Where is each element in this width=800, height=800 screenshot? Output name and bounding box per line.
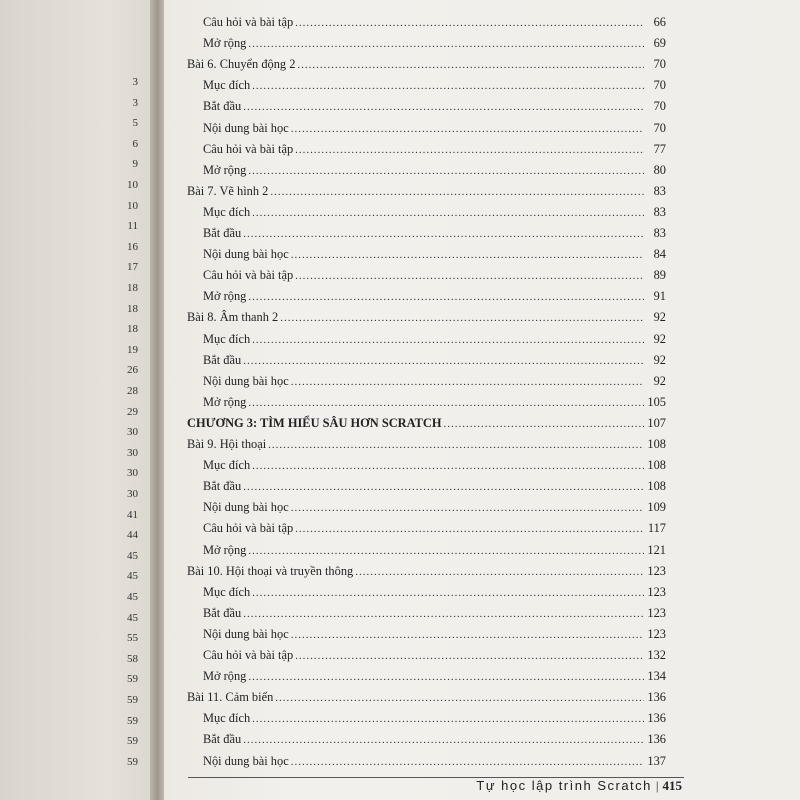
toc-entry-label: Mở rộng	[203, 162, 247, 177]
toc-entry-label: Bắt đầu	[203, 352, 242, 367]
left-page-number: 30	[127, 467, 138, 480]
toc-entry-page: 83	[653, 204, 666, 219]
left-page-number: 45	[127, 611, 138, 624]
left-page-number: 59	[127, 694, 138, 706]
left-page-number: 17	[127, 261, 138, 274]
toc-lesson-row	[187, 434, 666, 455]
toc-entry-page: 134	[647, 669, 666, 684]
left-page-number: 10	[127, 199, 138, 212]
dot-leader	[291, 625, 644, 646]
dot-leader	[291, 119, 644, 140]
dot-leader	[248, 161, 644, 182]
dot-leader	[252, 203, 644, 224]
toc-entry-label: Mục đích	[203, 458, 251, 473]
toc-entry-page: 136	[647, 690, 666, 705]
toc-subsection-row	[203, 244, 666, 265]
toc-subsection-row	[203, 139, 666, 160]
toc-entry-label: Nội dung bài học	[203, 373, 289, 388]
toc-lesson-row	[187, 687, 666, 708]
toc-subsection-row	[203, 286, 666, 307]
dot-leader	[280, 308, 644, 329]
dot-leader	[270, 182, 644, 203]
toc-subsection-row	[203, 33, 666, 54]
left-page-number: 41	[127, 508, 138, 521]
dot-leader	[291, 752, 644, 773]
toc-subsection-row	[203, 392, 666, 413]
toc-entry-page: 91	[653, 289, 666, 304]
toc-subsection-row	[203, 329, 666, 350]
dot-leader	[275, 688, 644, 709]
toc-entry-page: 136	[647, 711, 666, 726]
toc-entry-label: Bài 7. Vẽ hình 2	[187, 183, 269, 198]
toc-subsection-row	[203, 497, 666, 518]
toc-subsection-row	[203, 96, 666, 117]
left-page-number: 28	[127, 385, 138, 397]
toc-entry-page: 117	[647, 521, 666, 536]
dot-leader	[248, 34, 644, 55]
toc-entry-label: Bắt đầu	[203, 99, 242, 114]
toc-subsection-row	[203, 12, 666, 33]
left-page-number: 59	[127, 673, 138, 686]
toc-entry-page: 77	[653, 141, 666, 156]
dot-leader	[295, 266, 644, 287]
toc-entry-label: Mục đích	[203, 78, 251, 93]
left-page-number: 5	[132, 117, 138, 130]
toc-entry-label: Nội dung bài học	[203, 120, 289, 135]
left-page-number: 59	[127, 714, 138, 727]
toc-subsection-row	[203, 729, 666, 750]
left-page-number: 45	[127, 591, 138, 603]
toc-entry-page: 123	[647, 605, 666, 620]
left-page-number: 3	[132, 76, 138, 88]
toc-entry-label: Bài 8. Âm thanh 2	[187, 310, 279, 325]
toc-entry-label: Bắt đầu	[203, 226, 242, 240]
dot-leader	[243, 224, 644, 245]
toc-entry-page: 66	[653, 15, 666, 29]
dot-leader	[291, 498, 644, 519]
toc-entry-label: Nội dung bài học	[203, 626, 289, 641]
toc-entry-label: Nội dung bài học	[203, 753, 289, 768]
left-page-number: 55	[127, 632, 138, 645]
toc-entry-label: Mở rộng	[203, 542, 247, 557]
toc-entry-page: 83	[653, 183, 666, 198]
footer-book-title: Tự học lập trình Scratch	[476, 778, 652, 793]
dot-leader	[248, 287, 644, 308]
toc-lesson-row	[187, 181, 666, 202]
page-footer	[476, 778, 682, 794]
dot-leader	[291, 245, 644, 266]
toc-subsection-row	[203, 751, 666, 772]
toc-entry-page: 70	[653, 78, 666, 93]
left-page-number: 18	[127, 323, 138, 336]
dot-leader	[248, 541, 644, 562]
toc-entry-page: 84	[653, 247, 666, 262]
dot-leader	[243, 351, 644, 372]
toc-chapter-row	[187, 413, 666, 434]
toc-entry-page: 137	[647, 753, 666, 768]
toc-subsection-row	[203, 202, 666, 223]
dot-leader	[355, 562, 644, 583]
left-page-number: 59	[127, 755, 138, 768]
toc-entry-label: Bắt đầu	[203, 732, 242, 747]
dot-leader	[252, 456, 644, 477]
toc-subsection-row	[203, 223, 666, 244]
toc-lesson-row	[187, 307, 666, 328]
toc-entry-label: Mở rộng	[203, 36, 247, 51]
toc-entry-label: Câu hỏi và bài tập	[203, 521, 294, 536]
dot-leader	[243, 477, 644, 498]
toc-entry-label: Bắt đầu	[203, 479, 242, 494]
dot-leader	[295, 646, 644, 667]
left-page-number: 9	[132, 158, 138, 171]
dot-leader	[444, 414, 645, 435]
toc-entry-label: Câu hỏi và bài tập	[203, 648, 294, 662]
toc-entry-label: Bài 9. Hội thoại	[187, 437, 267, 451]
toc-entry-label: Mục đích	[203, 584, 251, 599]
toc-subsection-row	[203, 118, 666, 139]
dot-leader	[268, 435, 644, 456]
footer-separator: |	[655, 778, 659, 793]
left-page-number: 58	[127, 652, 138, 665]
left-page-number: 18	[127, 302, 138, 315]
toc-entry-page: 70	[653, 99, 666, 114]
toc-entry-label: Câu hỏi và bài tập	[203, 268, 294, 283]
toc-entry-label: Mục đích	[203, 331, 251, 346]
dot-leader	[252, 76, 644, 97]
toc-entry-label: Câu hỏi và bài tập	[203, 141, 294, 156]
toc-entry-label: Mở rộng	[203, 669, 247, 684]
left-page-number: 3	[132, 96, 138, 109]
toc-entry-label: Mở rộng	[203, 394, 247, 409]
left-page	[0, 0, 152, 800]
toc-subsection-row	[203, 666, 666, 687]
dot-leader	[295, 140, 644, 161]
toc-entry-page: 136	[647, 732, 666, 747]
toc-lesson-row	[187, 54, 666, 75]
toc-subsection-row	[203, 518, 666, 539]
toc-entry-page: 92	[653, 331, 666, 346]
dot-leader	[243, 97, 644, 118]
left-page-number: 59	[127, 735, 138, 748]
toc-subsection-row	[203, 540, 666, 561]
toc-entry-label: Mục đích	[203, 711, 251, 726]
left-page-number: 10	[127, 179, 138, 191]
toc-entry-label: Nội dung bài học	[203, 500, 289, 515]
toc-entry-page: 132	[647, 648, 666, 662]
dot-leader	[243, 604, 644, 625]
toc-subsection-row	[203, 265, 666, 286]
toc-subsection-row	[203, 75, 666, 96]
left-page-number: 19	[127, 343, 138, 356]
toc-entry-label: Bài 10. Hội thoại và truyền thông	[187, 563, 354, 578]
toc-entry-page: 108	[647, 458, 666, 473]
toc-subsection-row	[203, 603, 666, 624]
left-page-number: 30	[127, 426, 138, 439]
footer-page-number: 415	[662, 778, 682, 793]
toc-entry-label: Mở rộng	[203, 289, 247, 304]
toc-entry-page: 92	[653, 352, 666, 367]
toc-entry-page: 92	[653, 373, 666, 388]
toc-entry-page: 69	[653, 36, 666, 51]
left-page-number: 30	[127, 488, 138, 500]
left-page-number: 30	[127, 446, 138, 459]
toc-entry-page: 107	[647, 415, 666, 430]
toc-entry-page: 123	[647, 584, 666, 599]
toc-entry-label: Bắt đầu	[203, 605, 242, 620]
dot-leader	[252, 709, 644, 730]
dot-leader	[248, 667, 644, 688]
dot-leader	[252, 330, 644, 351]
toc-entry-page: 89	[653, 268, 666, 283]
toc-lesson-row	[187, 561, 666, 582]
toc-entry-page: 121	[647, 542, 666, 557]
toc-subsection-row	[203, 371, 666, 392]
left-page-number: 18	[127, 282, 138, 294]
toc-entry-page: 108	[647, 479, 666, 494]
dot-leader	[295, 13, 644, 34]
left-page-number: 6	[132, 137, 138, 150]
toc-entry-page: 80	[653, 162, 666, 177]
toc-entry-label: Mục đích	[203, 204, 251, 219]
toc-subsection-row	[203, 582, 666, 603]
toc-subsection-row	[203, 624, 666, 645]
left-page-number: 44	[127, 529, 138, 542]
toc-entry-page: 105	[647, 394, 666, 409]
dot-leader	[291, 372, 644, 393]
toc-entry-page: 109	[647, 500, 666, 515]
toc-entry-page: 123	[647, 626, 666, 641]
left-page-number: 45	[127, 549, 138, 562]
left-page-number: 29	[127, 405, 138, 418]
toc-entry-page: 123	[647, 563, 666, 578]
left-page-number: 11	[127, 220, 138, 233]
left-page-number: 26	[127, 364, 138, 377]
toc-subsection-row	[203, 708, 666, 729]
toc-subsection-row	[203, 455, 666, 476]
dot-leader	[243, 730, 644, 751]
toc-entry-page: 70	[653, 57, 666, 72]
toc-subsection-row	[203, 350, 666, 371]
toc-entry-label: CHƯƠNG 3: TÌM HIỂU SÂU HƠN SCRATCH	[187, 415, 442, 430]
dot-leader	[252, 583, 644, 604]
toc-entry-label: Câu hỏi và bài tập	[203, 15, 294, 29]
toc-entry-page: 108	[647, 437, 666, 451]
toc-entry-page: 83	[653, 226, 666, 240]
dot-leader	[297, 55, 644, 76]
toc-entry-page: 70	[653, 120, 666, 135]
left-page-number: 45	[127, 570, 138, 583]
toc-entry-label: Bài 11. Cảm biến	[187, 690, 274, 705]
left-page-number: 16	[127, 240, 138, 253]
toc-subsection-row	[203, 160, 666, 181]
toc-subsection-row	[203, 645, 666, 666]
toc-subsection-row	[203, 476, 666, 497]
dot-leader	[248, 393, 644, 414]
dot-leader	[295, 519, 644, 540]
toc-entry-label: Nội dung bài học	[203, 247, 289, 262]
toc-entry-label: Bài 6. Chuyển động 2	[187, 57, 296, 72]
toc-entry-page: 92	[653, 310, 666, 325]
